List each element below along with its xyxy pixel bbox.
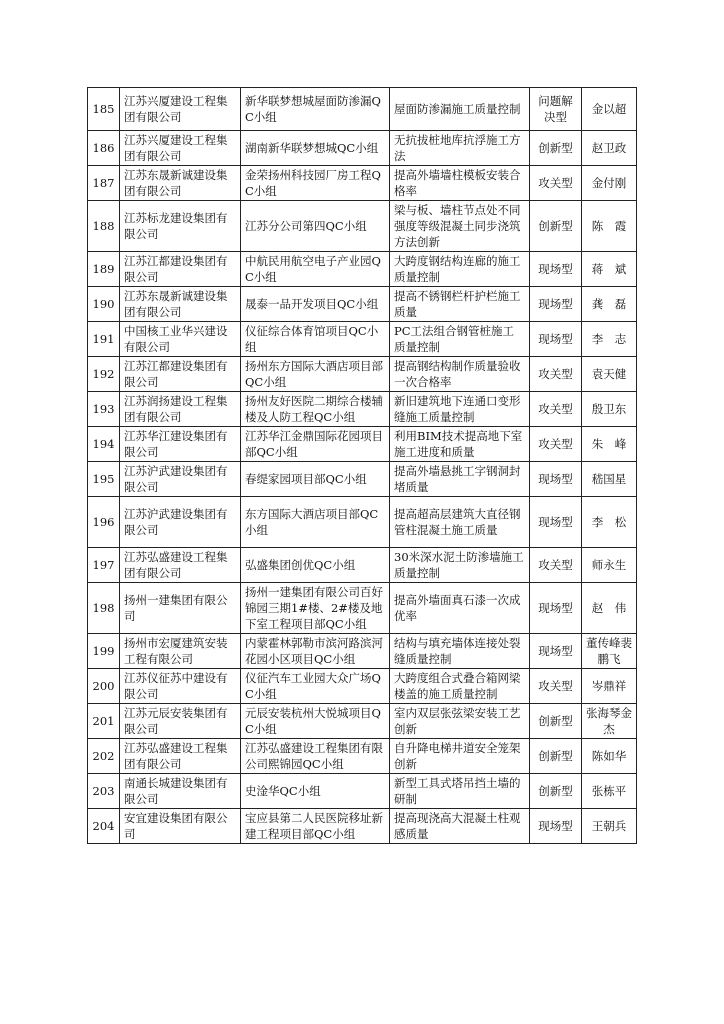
table-row xyxy=(88,583,637,634)
project-type: 创新型 xyxy=(530,201,582,252)
table-row xyxy=(88,774,637,809)
group-leader: 殷卫东 xyxy=(582,392,637,427)
group-leader: 师永生 xyxy=(582,548,637,583)
project-type: 现场型 xyxy=(530,634,582,669)
table-row xyxy=(88,548,637,583)
qc-group-name: 晟泰一品开发项目QC小组 xyxy=(241,287,390,322)
qc-group-name: 仪征汽车工业园大众广场QC小组 xyxy=(241,669,390,704)
project-topic: 提高现浇高大混凝土柱观感质量 xyxy=(390,809,530,844)
group-leader: 张栋平 xyxy=(582,774,637,809)
project-topic: 新旧建筑地下连通口变形缝施工质量控制 xyxy=(390,392,530,427)
project-topic: 室内双层张弦梁安装工艺创新 xyxy=(390,704,530,739)
table-row xyxy=(88,669,637,704)
project-type: 现场型 xyxy=(530,809,582,844)
row-number: 194 xyxy=(88,427,120,462)
group-leader: 董传峰裴鹏飞 xyxy=(582,634,637,669)
company-name: 江苏元辰安装集团有限公司 xyxy=(120,704,241,739)
company-name: 江苏兴厦建设工程集团有限公司 xyxy=(120,131,241,166)
company-name: 南通长城建设集团有限公司 xyxy=(120,774,241,809)
project-type: 现场型 xyxy=(530,462,582,497)
project-type: 现场型 xyxy=(530,497,582,548)
table-row xyxy=(88,88,637,131)
project-topic: 自升降电梯井道安全笼架创新 xyxy=(390,739,530,774)
project-type: 创新型 xyxy=(530,739,582,774)
project-topic: 提高外墙墙柱模板安装合格率 xyxy=(390,166,530,201)
table-row xyxy=(88,739,637,774)
qc-group-name: 东方国际大酒店项目部QC小组 xyxy=(241,497,390,548)
project-topic: 大跨度钢结构连廊的施工质量控制 xyxy=(390,252,530,287)
project-topic: 屋面防渗漏施工质量控制 xyxy=(390,88,530,131)
qc-group-name: 扬州东方国际大酒店项目部QC小组 xyxy=(241,357,390,392)
row-number: 193 xyxy=(88,392,120,427)
table-row xyxy=(88,166,637,201)
project-type: 问题解决型 xyxy=(530,88,582,131)
qc-group-name: 宝应县第二人民医院移址新建工程项目部QC小组 xyxy=(241,809,390,844)
table-row xyxy=(88,704,637,739)
row-number: 198 xyxy=(88,583,120,634)
group-leader: 赵 伟 xyxy=(582,583,637,634)
project-type: 攻关型 xyxy=(530,669,582,704)
project-type: 创新型 xyxy=(530,774,582,809)
qc-group-name: 仪征综合体育馆项目QC小组 xyxy=(241,322,390,357)
project-topic: 提高不锈钢栏杆护栏施工质量 xyxy=(390,287,530,322)
qc-group-name: 扬州一建集团有限公司百好锦园三期1#楼、2#楼及地下室工程项目部QC小组 xyxy=(241,583,390,634)
project-topic: 利用BIM技术提高地下室施工进度和质量 xyxy=(390,427,530,462)
row-number: 195 xyxy=(88,462,120,497)
company-name: 江苏东晟新诚建设集团有限公司 xyxy=(120,166,241,201)
company-name: 安宜建设集团有限公司 xyxy=(120,809,241,844)
project-topic: 结构与填充墙体连接处裂缝质量控制 xyxy=(390,634,530,669)
qc-group-name: 扬州友好医院二期综合楼辅楼及人防工程QC小组 xyxy=(241,392,390,427)
qc-group-name: 元辰安装杭州大悦城项目QC小组 xyxy=(241,704,390,739)
table-row xyxy=(88,497,637,548)
row-number: 186 xyxy=(88,131,120,166)
table-row xyxy=(88,252,637,287)
table-row xyxy=(88,634,637,669)
project-type: 现场型 xyxy=(530,252,582,287)
row-number: 197 xyxy=(88,548,120,583)
company-name: 江苏兴厦建设工程集团有限公司 xyxy=(120,88,241,131)
group-leader: 袁天健 xyxy=(582,357,637,392)
row-number: 185 xyxy=(88,88,120,131)
company-name: 扬州市宏厦建筑安装工程有限公司 xyxy=(120,634,241,669)
project-topic: 提高外墙面真石漆一次成优率 xyxy=(390,583,530,634)
group-leader: 李 松 xyxy=(582,497,637,548)
qc-group-name: 江苏弘盛建设工程集团有限公司熙锦园QC小组 xyxy=(241,739,390,774)
company-name: 江苏弘盛建设工程集团有限公司 xyxy=(120,739,241,774)
table-row xyxy=(88,392,637,427)
company-name: 江苏标龙建设集团有限公司 xyxy=(120,201,241,252)
group-leader: 蒋 斌 xyxy=(582,252,637,287)
group-leader: 金以超 xyxy=(582,88,637,131)
qc-group-name: 江苏分公司第四QC小组 xyxy=(241,201,390,252)
project-type: 攻关型 xyxy=(530,548,582,583)
row-number: 199 xyxy=(88,634,120,669)
group-leader: 岑鼎祥 xyxy=(582,669,637,704)
table-row xyxy=(88,427,637,462)
qc-group-name: 史淦华QC小组 xyxy=(241,774,390,809)
group-leader: 陈如华 xyxy=(582,739,637,774)
row-number: 196 xyxy=(88,497,120,548)
table-row xyxy=(88,287,637,322)
project-type: 创新型 xyxy=(530,131,582,166)
project-type: 攻关型 xyxy=(530,166,582,201)
group-leader: 赵卫政 xyxy=(582,131,637,166)
row-number: 204 xyxy=(88,809,120,844)
company-name: 中国核工业华兴建设有限公司 xyxy=(120,322,241,357)
company-name: 江苏沪武建设集团有限公司 xyxy=(120,497,241,548)
company-name: 江苏江都建设集团有限公司 xyxy=(120,252,241,287)
table-body xyxy=(88,88,644,844)
project-topic: 梁与板、墙柱节点处不同强度等级混凝土同步浇筑方法创新 xyxy=(390,201,530,252)
table-row xyxy=(88,322,637,357)
row-number: 203 xyxy=(88,774,120,809)
row-number: 192 xyxy=(88,357,120,392)
group-leader: 金付刚 xyxy=(582,166,637,201)
project-type: 现场型 xyxy=(530,583,582,634)
project-topic: 新型工具式塔吊挡土墙的研制 xyxy=(390,774,530,809)
row-number: 201 xyxy=(88,704,120,739)
qc-group-name: 新华联梦想城屋面防渗漏QC小组 xyxy=(241,88,390,131)
project-topic: PC工法组合钢管桩施工质量控制 xyxy=(390,322,530,357)
project-type: 创新型 xyxy=(530,704,582,739)
company-name: 江苏弘盛建设工程集团有限公司 xyxy=(120,548,241,583)
qc-award-table xyxy=(87,87,644,844)
row-number: 190 xyxy=(88,287,120,322)
table-row xyxy=(88,462,637,497)
project-type: 攻关型 xyxy=(530,392,582,427)
group-leader: 陈 霞 xyxy=(582,201,637,252)
company-name: 江苏润扬建设工程集团有限公司 xyxy=(120,392,241,427)
row-number: 200 xyxy=(88,669,120,704)
table-row xyxy=(88,131,637,166)
company-name: 江苏东晟新诚建设集团有限公司 xyxy=(120,287,241,322)
qc-group-name: 金荣扬州科技园厂房工程QC小组 xyxy=(241,166,390,201)
row-number: 191 xyxy=(88,322,120,357)
qc-group-name: 内蒙霍林郭勒市滨河路滨河花园小区项目QC小组 xyxy=(241,634,390,669)
row-number: 187 xyxy=(88,166,120,201)
project-topic: 提高外墙悬挑工字钢洞封堵质量 xyxy=(390,462,530,497)
group-leader: 王朝兵 xyxy=(582,809,637,844)
project-topic: 提高钢结构制作质量验收一次合格率 xyxy=(390,357,530,392)
qc-group-name: 湖南新华联梦想城QC小组 xyxy=(241,131,390,166)
company-name: 江苏仪征苏中建设有限公司 xyxy=(120,669,241,704)
project-type: 现场型 xyxy=(530,287,582,322)
group-leader: 朱 峰 xyxy=(582,427,637,462)
table-row xyxy=(88,357,637,392)
qc-group-name: 江苏华江金鼎国际花园项目部QC小组 xyxy=(241,427,390,462)
company-name: 江苏沪武建设集团有限公司 xyxy=(120,462,241,497)
project-topic: 30米深水泥土防渗墙施工质量控制 xyxy=(390,548,530,583)
row-number: 202 xyxy=(88,739,120,774)
project-type: 攻关型 xyxy=(530,357,582,392)
company-name: 江苏江都建设集团有限公司 xyxy=(120,357,241,392)
company-name: 扬州一建集团有限公司 xyxy=(120,583,241,634)
group-leader: 李 志 xyxy=(582,322,637,357)
table-row xyxy=(88,201,637,252)
project-topic: 提高超高层建筑大直径钢管柱混凝土施工质量 xyxy=(390,497,530,548)
row-number: 188 xyxy=(88,201,120,252)
group-leader: 张海琴金 杰 xyxy=(582,704,637,739)
project-type: 现场型 xyxy=(530,322,582,357)
group-leader: 嵇国星 xyxy=(582,462,637,497)
table-row xyxy=(88,809,637,844)
row-number: 189 xyxy=(88,252,120,287)
qc-group-name: 春缇家园项目部QC小组 xyxy=(241,462,390,497)
group-leader: 龚 磊 xyxy=(582,287,637,322)
company-name: 江苏华江建设集团有限公司 xyxy=(120,427,241,462)
project-type: 攻关型 xyxy=(530,427,582,462)
project-topic: 无抗拔桩地库抗浮施工方法 xyxy=(390,131,530,166)
qc-group-name: 中航民用航空电子产业园QC小组 xyxy=(241,252,390,287)
project-topic: 大跨度组合式叠合箱网梁楼盖的施工质量控制 xyxy=(390,669,530,704)
qc-group-name: 弘盛集团创优QC小组 xyxy=(241,548,390,583)
